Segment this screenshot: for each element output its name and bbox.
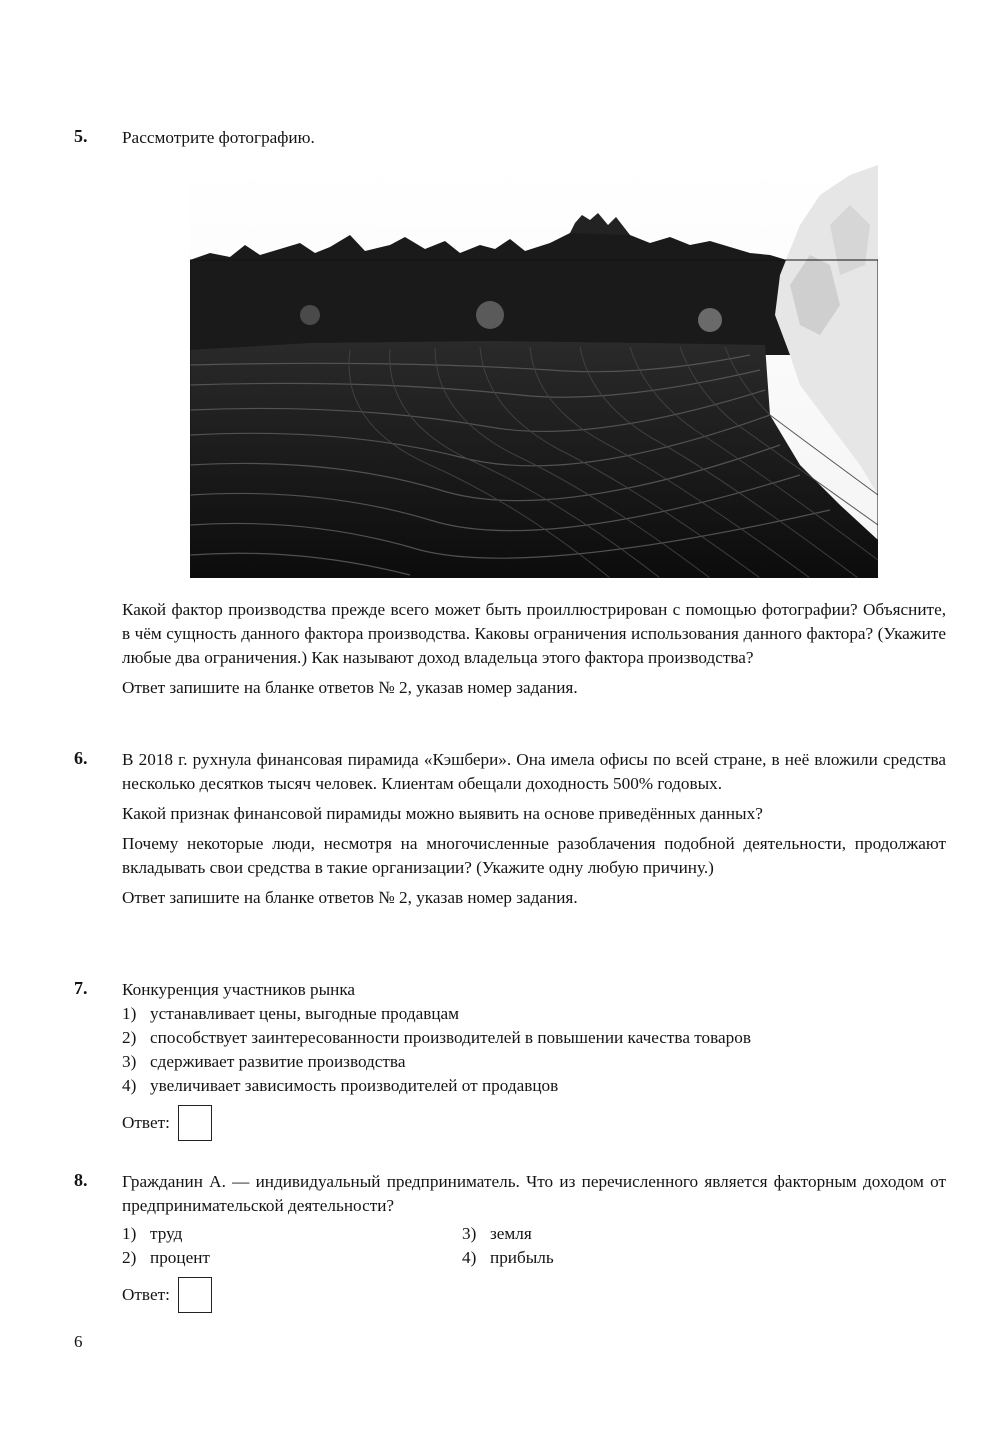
- task-5: [74, 126, 946, 150]
- option-text: земля: [490, 1224, 532, 1243]
- option-2: [122, 1246, 462, 1270]
- task-question-2: Почему некоторые люди, несмотря на многочисленные разоблачения подобной деятельности, продолжают вкладывать свои средства в такие организации? (Укажите одну любую причину.): [122, 834, 946, 877]
- option-text: способствует заинтересованности производителей в повышении качества товаров: [150, 1028, 751, 1047]
- task-stem: Конкуренция участников рынка: [122, 980, 356, 999]
- task-8: [74, 1170, 946, 1314]
- task-instruction: Ответ запишите на бланке ответов № 2, указав номер задания.: [122, 888, 578, 907]
- option-2: [122, 1026, 946, 1050]
- option-number: 3): [122, 1052, 137, 1071]
- task-number: 6.: [74, 748, 88, 768]
- option-text: процент: [150, 1248, 210, 1267]
- option-4: [462, 1246, 762, 1270]
- answer-label: Ответ:: [122, 1285, 170, 1304]
- option-number: 4): [122, 1076, 137, 1095]
- answer-box[interactable]: [178, 1105, 212, 1141]
- option-list: [122, 1002, 946, 1098]
- task-stem: Гражданин А. — индивидуальный предприниматель. Что из перечисленного является факторным доходом от предпринимательской деятельности?: [122, 1172, 946, 1215]
- option-text: труд: [150, 1224, 183, 1243]
- option-number: 2): [122, 1248, 137, 1267]
- task-question: Какой фактор производства прежде всего может быть проиллюстрирован с помощью фотографии? Объясните, в чём сущность данного фактора производства. Каковы ограничения использования данного фактора? (Укажите любые два ограничения.) Как называют доход владельца этого фактора производства?: [122, 600, 946, 667]
- option-4: [122, 1074, 946, 1098]
- option-text: устанавливает цены, выгодные продавцам: [150, 1004, 460, 1023]
- task-5-question: [74, 598, 946, 700]
- task-number: 8.: [74, 1170, 88, 1190]
- option-number: 4): [462, 1248, 477, 1267]
- option-text: прибыль: [490, 1248, 554, 1267]
- task-text: В 2018 г. рухнула финансовая пирамида «Кэшбери». Она имела офисы по всей стране, в неё вложили средства несколько десятков тысяч человек. Клиентам обещали доходность 500% годовых.: [122, 750, 946, 793]
- task-7: [74, 978, 946, 1142]
- task-question-1: Какой признак финансовой пирамиды можно выявить на основе приведённых данных?: [122, 804, 763, 823]
- task-number: 7.: [74, 978, 88, 998]
- option-number: 3): [462, 1224, 477, 1243]
- option-number: 2): [122, 1028, 137, 1047]
- option-text: увеличивает зависимость производителей от продавцов: [150, 1076, 559, 1095]
- page-number: 6: [74, 1332, 83, 1351]
- option-3: [462, 1222, 762, 1246]
- answer-row: [122, 1104, 946, 1142]
- option-number: 1): [122, 1004, 137, 1023]
- option-number: 1): [122, 1224, 137, 1243]
- task-6: [74, 748, 946, 910]
- option-text: сдерживает развитие производства: [150, 1052, 406, 1071]
- option-3: [122, 1050, 946, 1074]
- option-1: [122, 1222, 462, 1246]
- answer-label: Ответ:: [122, 1113, 170, 1132]
- option-grid: [122, 1222, 946, 1270]
- answer-row: [122, 1276, 946, 1314]
- field-photo: [190, 165, 878, 578]
- task-intro: Рассмотрите фотографию.: [122, 128, 315, 147]
- option-1: [122, 1002, 946, 1026]
- task-instruction: Ответ запишите на бланке ответов № 2, указав номер задания.: [122, 678, 578, 697]
- answer-box[interactable]: [178, 1277, 212, 1313]
- task-number: 5.: [74, 126, 88, 146]
